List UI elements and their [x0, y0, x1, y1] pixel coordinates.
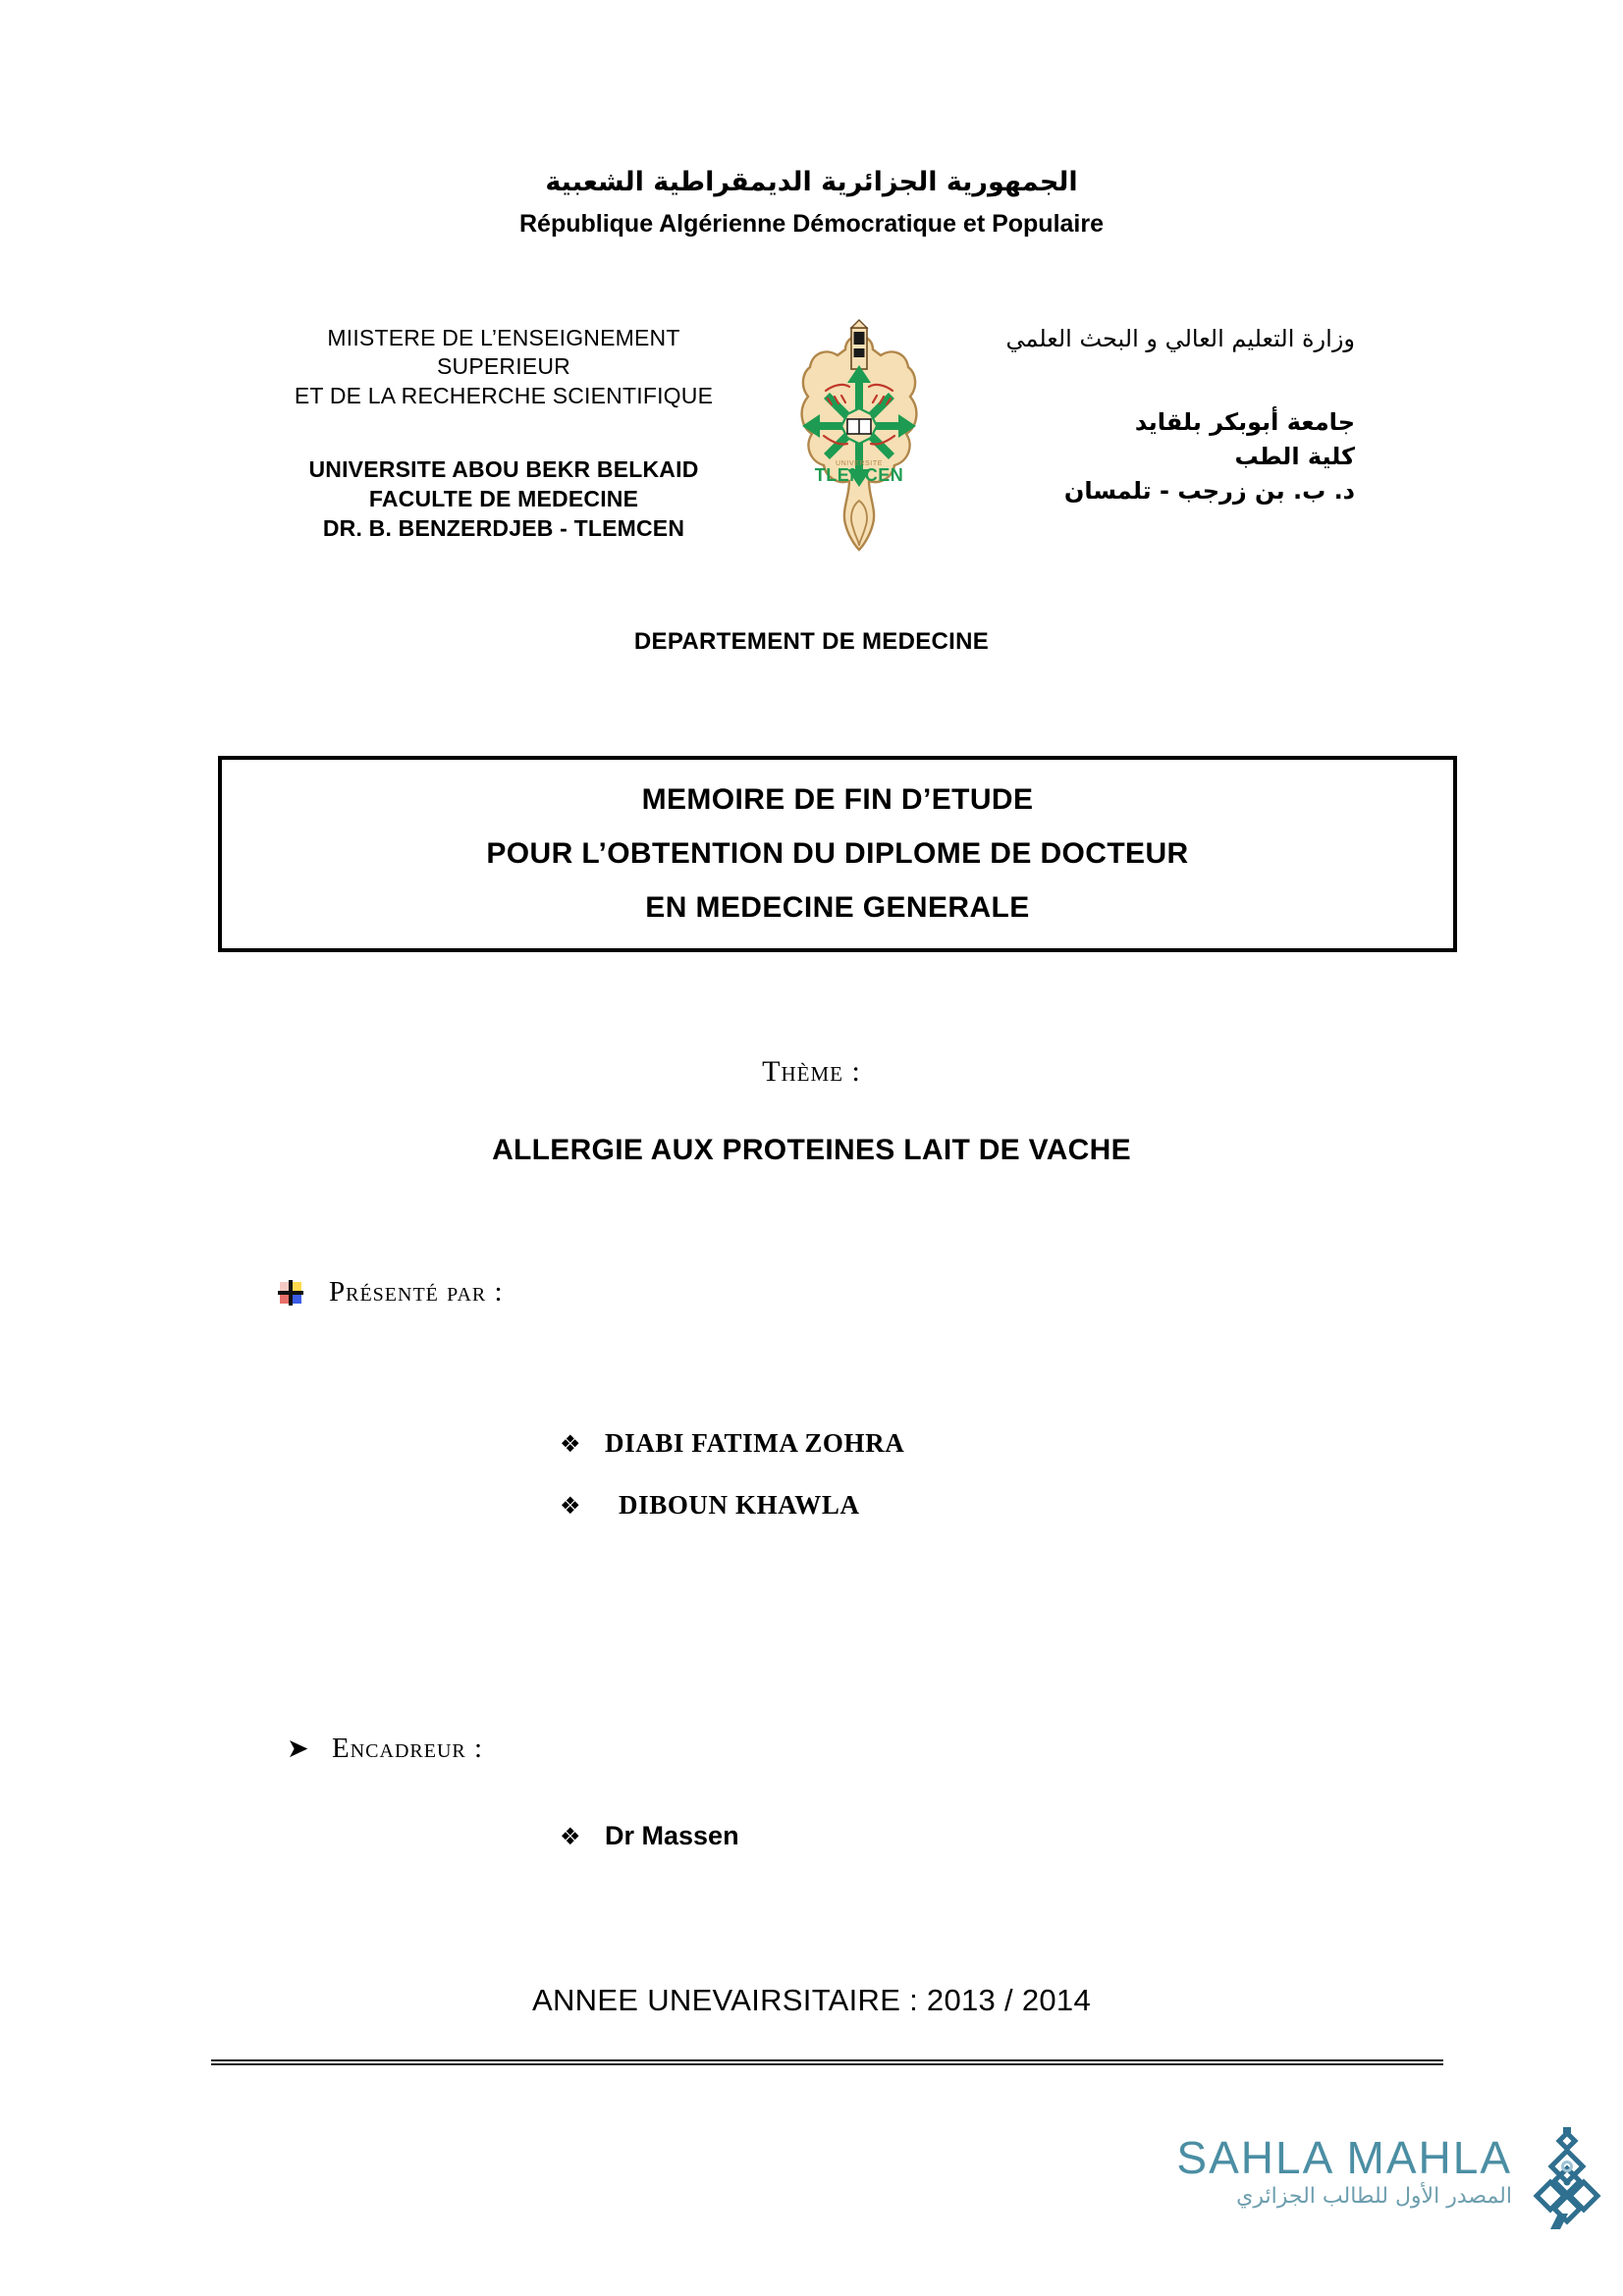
watermark-title: SAHLA MAHLA [1176, 2132, 1512, 2183]
author-name: DIBOUN KHAWLA [619, 1490, 860, 1520]
ministry-line-3: ET DE LA RECHERCHE SCIENTIFIQUE [294, 382, 714, 408]
university-ar-line-1: جامعة أبوبكر بلقايد [1134, 408, 1355, 437]
diploma-line-3: EN MEDECINE GENERALE [645, 891, 1030, 924]
university-name-ar [943, 405, 1355, 507]
diamond-bullet-icon: ❖ [560, 1823, 581, 1850]
supervisor-entry [560, 1821, 739, 1851]
svg-text:UNIVERSITE: UNIVERSITE [835, 460, 884, 467]
author-name: DIABI FATIMA ZOHRA [605, 1428, 905, 1458]
watermark-text [1124, 2132, 1512, 2209]
theme-label: Thème : [762, 1055, 861, 1088]
university-name-fr [253, 455, 754, 544]
national-header-french: République Algérienne Démocratique et Populaire [518, 210, 1105, 239]
university-line-1: UNIVERSITE ABOU BEKR BELKAID [308, 456, 699, 483]
sahla-mahla-ornament-logo [1529, 2127, 1605, 2245]
ministry-name-fr [253, 324, 754, 410]
national-header [0, 165, 1623, 239]
university-line-2: FACULTE DE MEDECINE [368, 486, 639, 512]
diploma-line-1: MEMOIRE DE FIN D’ETUDE [641, 783, 1034, 816]
presented-by-heading [280, 1276, 504, 1308]
watermark [1124, 2132, 1615, 2272]
supervisor-label: Encadreur : [332, 1733, 484, 1764]
university-line-3: DR. B. BENZERDJEB - TLEMCEN [322, 515, 685, 542]
svg-text:TLEMCEN: TLEMCEN [814, 465, 904, 485]
ministry-line-2: SUPERIEUR [437, 353, 570, 380]
arrowhead-bullet-icon: ➤ [287, 1734, 309, 1764]
diamond-bullet-icon: ❖ [560, 1492, 581, 1520]
supervisor-name: Dr Massen [605, 1821, 739, 1850]
department-label: DEPARTEMENT DE MEDECINE [633, 628, 990, 655]
diamond-bullet-icon: ❖ [560, 1430, 581, 1458]
diploma-statement-box [218, 756, 1457, 952]
author-list [560, 1428, 904, 1552]
institution-arabic-column [943, 324, 1355, 508]
footer-divider [211, 2059, 1443, 2065]
presented-by-label: Présenté par : [329, 1276, 504, 1308]
theme-title: ALLERGIE AUX PROTEINES LAIT DE VACHE [492, 1134, 1131, 1166]
diploma-line-2: POUR L’OBTENTION DU DIPLOME DE DOCTEUR [486, 837, 1189, 870]
list-item [560, 1490, 904, 1521]
ministry-name-ar: وزارة التعليم العالي و البحث العلمي [1005, 325, 1355, 352]
national-header-arabic: الجمهورية الجزائرية الديمقراطية الشعبية [545, 167, 1078, 197]
institution-block [0, 324, 1623, 560]
list-item [560, 1428, 904, 1459]
university-ar-line-2: كلية الطب [1234, 442, 1355, 470]
colored-cross-marker-icon [280, 1282, 301, 1304]
ministry-line-1: MIISTERE DE L’ENSEIGNEMENT [327, 325, 680, 350]
university-ar-line-3: د. ب. بن زرجب - تلمسان [1063, 476, 1355, 505]
university-logo [790, 318, 928, 554]
academic-year: ANNEE UNEVAIRSITAIRE : 2013 / 2014 [531, 1983, 1091, 2017]
supervisor-heading [287, 1733, 483, 1765]
watermark-subtitle: المصدر الأول للطالب الجزائري [1236, 2184, 1512, 2209]
institution-french-column [253, 324, 754, 544]
